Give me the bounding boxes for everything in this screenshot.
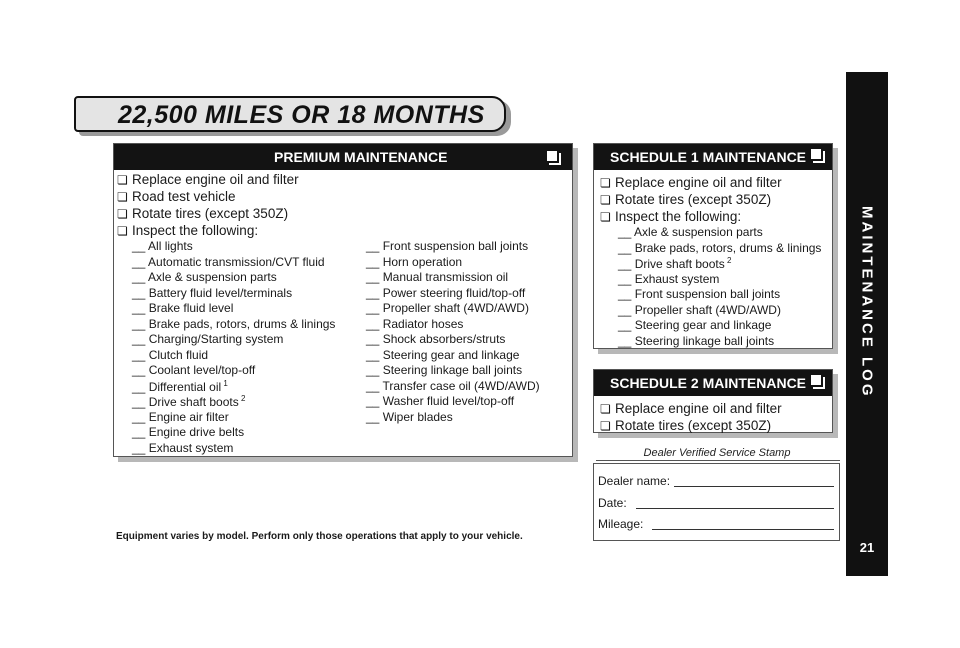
premium-left-item (132, 394, 245, 409)
blank-line: __ (132, 316, 149, 331)
schedule1-checklist-item (600, 209, 741, 224)
dealer-name-field[interactable] (674, 486, 834, 487)
schedule1-item (618, 318, 771, 332)
schedule1-item (618, 241, 821, 255)
checkbox-icon: ❏ (600, 193, 611, 207)
premium-checklist-item (117, 223, 258, 238)
schedule1-checklist-item (600, 175, 782, 190)
inspection-item-label: Brake pads, rotors, drums & linings (148, 316, 336, 331)
checkbox-icon: ❏ (600, 210, 611, 224)
checklist-item-label: Replace engine oil and filter (615, 175, 782, 190)
schedule1-item (618, 287, 780, 301)
stamp-caption: Dealer Verified Service Stamp (643, 447, 791, 459)
premium-right-item (366, 363, 522, 377)
blank-line: __ (366, 332, 383, 346)
checkbox-icon: ❏ (600, 402, 611, 416)
schedule1-item (618, 303, 781, 317)
premium-right-item (366, 239, 528, 253)
premium-left-item (132, 317, 335, 331)
checklist-item-label: Rotate tires (except 350Z) (132, 206, 289, 221)
schedule1-item (618, 256, 731, 271)
side-tab-label: MAINTENANCE LOG (858, 205, 876, 399)
inspection-item-label: Wiper blades (382, 409, 453, 424)
blank-line: __ (366, 363, 383, 377)
premium-right-item (366, 348, 519, 362)
blank-line: __ (366, 301, 383, 315)
blank-line: __ (132, 285, 149, 300)
premium-left-item (132, 348, 208, 362)
blank-line: __ (132, 239, 149, 253)
blank-line: __ (132, 347, 149, 362)
blank-line: __ (132, 425, 149, 439)
premium-left-item (132, 255, 325, 269)
checkbox-icon: ❏ (117, 207, 128, 221)
blank-line: __ (366, 285, 383, 300)
date-label: Date: (598, 496, 627, 510)
footnote-marker: 2 (724, 256, 732, 265)
schedule2-header-text: SCHEDULE 2 MAINTENANCE (610, 375, 807, 391)
footnote-marker: 1 (221, 378, 228, 388)
premium-checklist-item (117, 189, 236, 204)
inspection-item-label: Drive shaft boots (634, 257, 725, 271)
blank-line: __ (618, 225, 635, 239)
checklist-item-label: Inspect the following: (132, 223, 259, 238)
blank-line: __ (132, 254, 149, 269)
checklist-item-label: Rotate tires (except 350Z) (615, 418, 772, 433)
equipment-footnote: Equipment varies by model. Perform only those operations that apply to your vehicle. (116, 531, 523, 542)
blank-line: __ (132, 409, 149, 424)
checklist-item-label: Rotate tires (except 350Z) (615, 192, 772, 207)
inspection-item-label: Horn operation (382, 254, 463, 269)
inspection-item-label: Exhaust system (148, 440, 234, 455)
schedule2-checklist-item (600, 418, 771, 433)
checkbox-icon (811, 149, 821, 159)
blank-line: __ (618, 287, 635, 301)
inspection-item-label: Exhaust system (634, 271, 720, 286)
date-field[interactable] (636, 508, 834, 509)
blank-line: __ (132, 440, 149, 455)
inspection-item-label: Steering linkage ball joints (382, 363, 523, 377)
checkbox-icon: ❏ (600, 176, 611, 190)
inspection-item-label: Front suspension ball joints (634, 287, 781, 301)
premium-header-text: PREMIUM MAINTENANCE (274, 149, 448, 165)
blank-line: __ (366, 239, 383, 253)
blank-line: __ (618, 302, 635, 317)
checklist-item-label: Inspect the following: (615, 209, 742, 224)
inspection-item-label: Engine air filter (148, 409, 229, 424)
inspection-item-label: Manual transmission oil (382, 270, 509, 284)
premium-left-item (132, 239, 193, 253)
schedule1-item (618, 225, 763, 239)
mileage-field[interactable] (652, 529, 834, 530)
blank-line: __ (366, 378, 383, 393)
inspection-item-label: Propeller shaft (4WD/AWD) (382, 301, 529, 315)
premium-left-item (132, 379, 228, 394)
dealer-name-label: Dealer name: (598, 474, 671, 488)
schedule1-header-text: SCHEDULE 1 MAINTENANCE (610, 149, 807, 165)
premium-left-item (132, 270, 277, 284)
inspection-item-label: Clutch fluid (148, 347, 209, 362)
schedule2-header (594, 370, 832, 396)
blank-line: __ (366, 316, 383, 331)
blank-line: __ (618, 257, 635, 271)
inspection-item-label: Shock absorbers/struts (382, 332, 506, 346)
schedule2-checklist-item (600, 401, 782, 416)
premium-checklist-item (117, 206, 288, 221)
inspection-item-label: Drive shaft boots (148, 395, 239, 409)
blank-line: __ (132, 363, 149, 377)
stamp-divider (596, 460, 840, 461)
inspection-item-label: Power steering fluid/top-off (382, 285, 526, 300)
blank-line: __ (366, 254, 383, 269)
blank-line: __ (618, 271, 635, 286)
inspection-item-label: Brake pads, rotors, drums & linings (634, 240, 822, 255)
inspection-item-label: Axle & suspension parts (148, 270, 277, 284)
blank-line: __ (132, 270, 149, 284)
schedule1-item (618, 272, 719, 286)
checklist-item-label: Road test vehicle (132, 189, 236, 204)
checkbox-icon: ❏ (117, 224, 128, 238)
premium-checklist-item (117, 172, 299, 187)
page-number: 21 (859, 540, 875, 555)
inspection-item-label: Washer fluid level/top-off (382, 394, 515, 408)
premium-right-item (366, 394, 514, 408)
premium-left-item (132, 410, 229, 424)
blank-line: __ (366, 347, 383, 362)
blank-line: __ (132, 395, 149, 409)
inspection-item-label: Charging/Starting system (148, 332, 284, 346)
premium-left-item (132, 286, 292, 300)
checkbox-icon (547, 151, 557, 161)
page-title: 22,500 MILES OR 18 MONTHS (118, 101, 485, 129)
checklist-item-label: Replace engine oil and filter (615, 401, 782, 416)
inspection-item-label: Engine drive belts (148, 425, 245, 439)
premium-left-item (132, 301, 233, 315)
premium-header (114, 144, 572, 170)
schedule1-item (618, 334, 774, 348)
premium-right-item (366, 270, 508, 284)
premium-right-item (366, 301, 529, 315)
inspection-item-label: Axle & suspension parts (634, 225, 763, 239)
premium-right-item (366, 286, 525, 300)
premium-left-item (132, 425, 244, 439)
premium-right-item (366, 410, 453, 424)
premium-right-item (366, 379, 540, 393)
schedule1-checklist-item (600, 192, 771, 207)
inspection-item-label: Brake fluid level (148, 301, 234, 315)
blank-line: __ (132, 301, 149, 315)
premium-left-item (132, 332, 283, 346)
blank-line: __ (366, 394, 383, 408)
blank-line: __ (132, 379, 149, 394)
footnote-marker: 2 (238, 394, 246, 403)
premium-right-item (366, 255, 462, 269)
inspection-item-label: Steering linkage ball joints (634, 333, 775, 348)
schedule1-header (594, 144, 832, 170)
inspection-item-label: Coolant level/top-off (148, 363, 256, 377)
inspection-item-label: Propeller shaft (4WD/AWD) (634, 302, 781, 317)
inspection-item-label: Automatic transmission/CVT fluid (148, 254, 325, 269)
inspection-item-label: Transfer case oil (4WD/AWD) (382, 378, 540, 393)
checklist-item-label: Replace engine oil and filter (132, 172, 299, 187)
blank-line: __ (618, 333, 635, 348)
checkbox-icon: ❏ (117, 173, 128, 187)
premium-right-item (366, 317, 463, 331)
inspection-item-label: Front suspension ball joints (382, 239, 529, 253)
blank-line: __ (132, 332, 149, 346)
inspection-item-label: Differential oil (148, 379, 222, 394)
mileage-label: Mileage: (598, 517, 644, 531)
checkbox-icon: ❏ (600, 419, 611, 433)
blank-line: __ (366, 409, 383, 424)
blank-line: __ (618, 240, 635, 255)
premium-left-item (132, 363, 255, 377)
checkbox-icon: ❏ (117, 190, 128, 204)
inspection-item-label: Steering gear and linkage (634, 318, 772, 332)
premium-left-item (132, 441, 233, 455)
premium-right-item (366, 332, 505, 346)
checkbox-icon (811, 375, 821, 385)
blank-line: __ (366, 270, 383, 284)
inspection-item-label: All lights (148, 239, 193, 253)
inspection-item-label: Radiator hoses (382, 316, 464, 331)
inspection-item-label: Battery fluid level/terminals (148, 285, 293, 300)
blank-line: __ (618, 318, 635, 332)
inspection-item-label: Steering gear and linkage (382, 347, 520, 362)
